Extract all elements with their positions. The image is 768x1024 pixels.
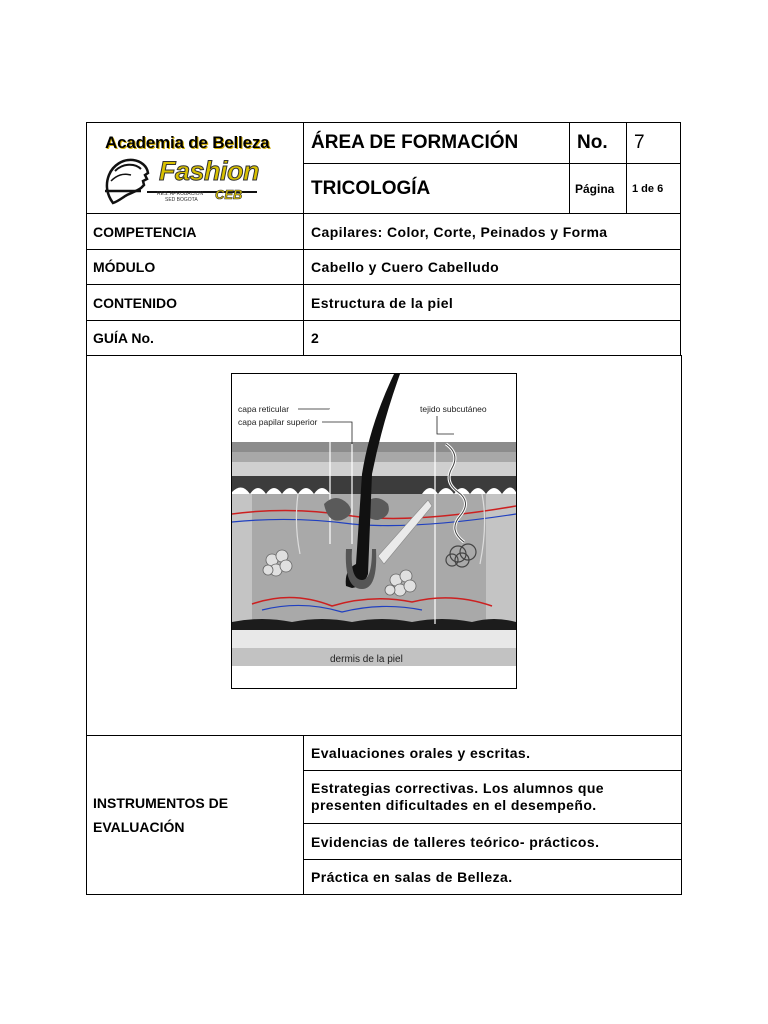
evaluation-item-text: Práctica en salas de Belleza. xyxy=(311,869,513,885)
diagram-caption: dermis de la piel xyxy=(330,654,403,665)
evaluation-label-line2: EVALUACIÓN xyxy=(93,819,185,835)
modulo-label: MÓDULO xyxy=(86,249,304,285)
page-value: 1 de 6 xyxy=(626,163,681,214)
page-label: Página xyxy=(569,163,627,214)
modulo-value: Cabello y Cuero Cabelludo xyxy=(303,249,681,285)
evaluation-label-cell xyxy=(86,735,304,895)
skin-diagram xyxy=(231,373,517,689)
contenido-label: CONTENIDO xyxy=(86,284,304,321)
label-papilar: capa papilar superior xyxy=(238,417,318,427)
logo-cell xyxy=(86,122,304,214)
evaluation-item-text: Estrategias correctivas. Los alumnos que xyxy=(311,780,604,796)
evaluation-item xyxy=(303,735,682,771)
guia-value: 2 xyxy=(303,320,681,356)
evaluation-label-line1: INSTRUMENTOS DE xyxy=(93,795,229,811)
evaluation-item xyxy=(303,823,682,860)
logo-small-line2: SED BOGOTA xyxy=(165,197,198,203)
diagram-cell xyxy=(86,355,682,736)
competencia-value: Capilares: Color, Corte, Peinados y Forma xyxy=(303,213,681,250)
evaluation-item xyxy=(303,859,682,895)
contenido-value: Estructura de la piel xyxy=(303,284,681,321)
evaluation-item-text: presenten dificultades en el desempeño. xyxy=(311,797,597,813)
evaluation-item-text: Evaluaciones orales y escritas. xyxy=(311,745,531,761)
evaluation-item xyxy=(303,770,682,824)
logo-ceb-text: CEB xyxy=(215,187,243,202)
no-value: 7 xyxy=(626,122,681,164)
label-reticular: capa reticular xyxy=(238,404,290,414)
competencia-label: COMPETENCIA xyxy=(86,213,304,250)
no-label: No. xyxy=(569,122,627,164)
logo-fashion-text: Fashion xyxy=(159,156,260,186)
logo-title: Academia de Belleza xyxy=(105,133,270,152)
logo-small-line1: RES. APROBACION xyxy=(157,191,204,197)
logo xyxy=(87,123,303,213)
area-title: ÁREA DE FORMACIÓN xyxy=(303,122,570,164)
label-subcutaneo: tejido subcutáneo xyxy=(420,404,487,414)
subject-title: TRICOLOGÍA xyxy=(303,163,570,214)
face-silhouette-icon xyxy=(101,151,161,209)
logo-small-text xyxy=(157,191,203,203)
guia-label: GUÍA No. xyxy=(86,320,304,356)
evaluation-item-text: Evidencias de talleres teórico- prácticos. xyxy=(311,833,600,850)
